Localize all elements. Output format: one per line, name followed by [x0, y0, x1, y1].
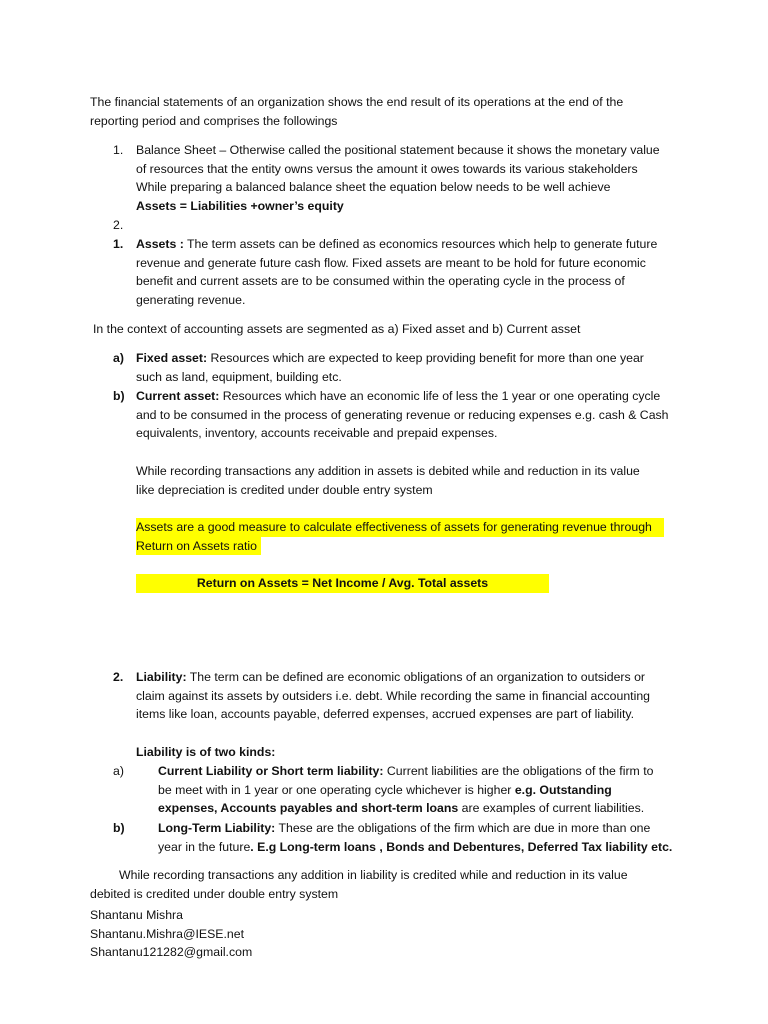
balance-sheet-line-1: Balance Sheet – Otherwise called the positional statement because it shows the monetary value: [136, 143, 660, 157]
current-liability-item: [158, 762, 698, 818]
roa-highlight-line-1: Assets are a good measure to calculate effectiveness of assets for generating revenue through: [136, 518, 664, 537]
current-asset-line-3: equivalents, inventory, accounts receivable and prepaid expenses.: [136, 426, 498, 441]
current-asset-item: [136, 387, 681, 443]
current-liability-line-2a: be meet with in 1 year or one operating cycle whichever is higher: [158, 782, 512, 797]
list-marker-2-empty: 2.: [113, 218, 124, 232]
list-marker-assets: 1.: [113, 237, 124, 251]
assets-term: Assets :: [136, 237, 184, 251]
long-term-liability-item: [158, 819, 718, 856]
current-liability-term: Current Liability or Short term liability:: [158, 764, 384, 778]
assets-line-4: generating revenue.: [136, 292, 246, 307]
liability-line-3: items like loan, accounts payable, deferred expenses, accrued expenses are part of liability.: [136, 707, 635, 722]
author-block: [90, 906, 490, 962]
author-name: Shantanu Mishra: [90, 908, 183, 922]
current-asset-line-2: and to be consumed in the process of generating revenue or reducing expenses e.g. cash & Cash: [136, 407, 669, 422]
list-marker-liability-b: b): [113, 821, 125, 835]
balance-sheet-line-3: While preparing a balanced balance sheet the equation below needs to be well achieve: [136, 180, 611, 195]
long-term-liability-term: Long-Term Liability:: [158, 821, 276, 835]
current-liability-line-2b: e.g. Outstanding: [514, 782, 612, 797]
current-liability-line-3b: are examples of current liabilities.: [461, 801, 645, 816]
list-marker-b: b): [113, 389, 125, 403]
roa-formula-block: [136, 574, 664, 593]
assets-line-1: The term assets can be defined as economics resources which help to generate future: [187, 237, 658, 251]
liability-line-1: The term can be defined are economic obligations of an organization to outsiders or: [189, 670, 646, 684]
author-email-2: Shantanu121282@gmail.com: [90, 945, 253, 960]
recording-assets-paragraph: [136, 462, 681, 499]
liability-term: Liability:: [136, 670, 187, 684]
roa-formula: Return on Assets = Net Income / Avg. Total assets: [136, 574, 549, 593]
list-marker-liability-a: a): [113, 764, 124, 778]
assets-line-2: revenue and generate future cash flow. Fixed assets are meant to be hold for future economic: [136, 255, 646, 270]
current-liability-line-3a: expenses, Accounts payables and short-term loans: [158, 801, 459, 816]
accounting-equation: Assets = Liabilities +owner’s equity: [136, 198, 344, 213]
list-marker-1: 1.: [113, 143, 124, 157]
recording-assets-line-2: like depreciation is credited under double entry system: [136, 482, 433, 497]
recording-liability-line-1: While recording transactions any addition in liability is credited while and reduction in its value: [119, 868, 628, 882]
recording-assets-line-1: While recording transactions any addition in assets is debited while and reduction in its value: [136, 464, 640, 478]
assets-context: In the context of accounting assets are segmented as a) Fixed asset and b) Current asset: [93, 322, 581, 336]
list-marker-liability: 2.: [113, 670, 124, 684]
liability-line-2: claim against its assets by outsiders i.e. debt. While recording the same in financial accounting: [136, 688, 650, 703]
current-asset-term: Current asset:: [136, 389, 220, 403]
current-liability-line-1: Current liabilities are the obligations of the firm to: [386, 764, 654, 778]
liability-definition: [136, 668, 681, 724]
long-term-liability-line-2b: . E.g Long-term loans , Bonds and Debentures, Deferred Tax liability etc.: [250, 839, 673, 854]
assets-line-3: benefit and current assets are to be consumed within the operating cycle in the process of: [136, 274, 625, 289]
list-marker-a: a): [113, 351, 124, 365]
fixed-asset-line-1: Resources which are expected to keep providing benefit for more than one year: [210, 351, 644, 365]
fixed-asset-line-2: such as land, equipment, building etc.: [136, 369, 342, 384]
intro-line-2: reporting period and comprises the followings: [90, 113, 338, 128]
assets-definition: [136, 235, 681, 309]
roa-highlight: [136, 518, 664, 555]
recording-liability-paragraph: [90, 866, 710, 903]
long-term-liability-line-2a: year in the future: [158, 839, 251, 854]
balance-sheet-item: [136, 141, 681, 215]
fixed-asset-item: [136, 349, 681, 386]
roa-highlight-line-2: Return on Assets ratio: [136, 537, 261, 556]
recording-liability-line-2: debited is credited under double entry system: [90, 886, 339, 901]
long-term-liability-line-1: These are the obligations of the firm which are due in more than one: [278, 821, 651, 835]
author-email-1: Shantanu.Mishra@IESE.net: [90, 926, 244, 941]
intro-line-1: The financial statements of an organization shows the end result of its operations at the end of the: [90, 95, 624, 109]
fixed-asset-term: Fixed asset:: [136, 351, 208, 365]
current-asset-line-1: Resources which have an economic life of less the 1 year or one operating cycle: [222, 389, 661, 403]
liability-kinds-heading: Liability is of two kinds:: [136, 745, 276, 759]
intro-paragraph: [90, 93, 690, 130]
balance-sheet-line-2: of resources that the entity owns versus the amount it owes towards its various stakeholders: [136, 161, 638, 176]
